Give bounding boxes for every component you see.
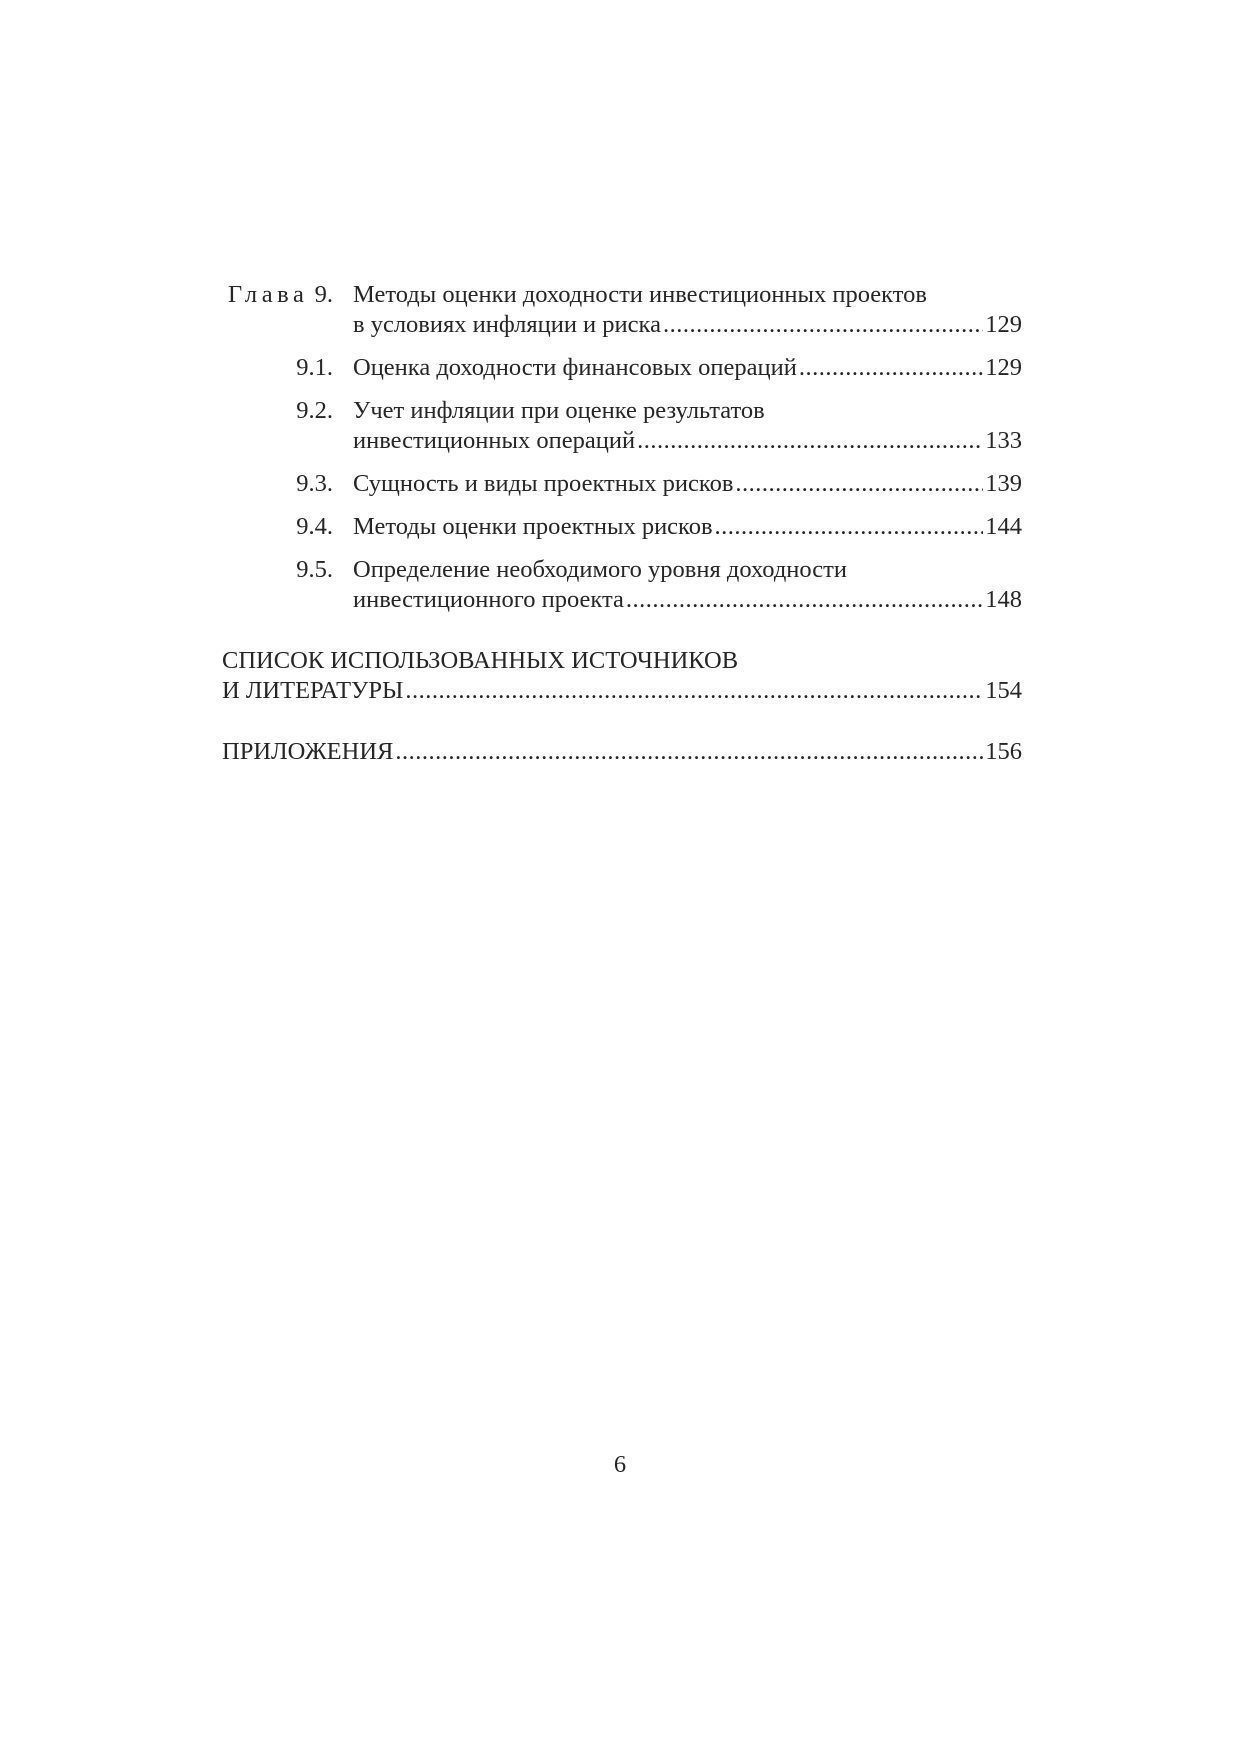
bibliography-title-line-2: И ЛИТЕРАТУРЫ [222, 677, 404, 704]
chapter-page-number: 129 [985, 311, 1022, 338]
chapter-number: Глава 9. [227, 281, 333, 308]
section-title: Оценка доходности финансовых операций [353, 354, 797, 381]
section-title: Методы оценки проектных рисков [353, 513, 713, 540]
section-page-number: 129 [985, 354, 1022, 381]
section-number: 9.3. [296, 470, 333, 497]
section-page-number: 133 [985, 427, 1022, 454]
dot-leader [663, 310, 983, 340]
toc-entry-section-9-2[interactable] [222, 396, 1022, 456]
section-title-line-2: инвестиционных операций [353, 427, 636, 454]
table-of-contents [222, 280, 1022, 767]
appendices-title: ПРИЛОЖЕНИЯ [222, 738, 394, 765]
section-page-number: 144 [985, 513, 1022, 540]
page-number: 6 [613, 1451, 627, 1478]
toc-entry-chapter-9[interactable] [222, 280, 1022, 340]
toc-entry-section-9-1[interactable] [222, 353, 1022, 383]
toc-entry-appendices[interactable] [222, 737, 1022, 767]
section-number: 9.5. [296, 556, 333, 583]
dot-leader [799, 353, 983, 383]
section-title-line-1: Определение необходимого уровня доходности [353, 556, 847, 583]
bibliography-page-number: 154 [985, 677, 1022, 704]
section-number: 9.2. [296, 397, 333, 424]
toc-entry-bibliography[interactable] [222, 646, 1022, 706]
section-page-number: 139 [985, 470, 1022, 497]
dot-leader [626, 585, 983, 615]
bibliography-title-line-1: СПИСОК ИСПОЛЬЗОВАННЫХ ИСТОЧНИКОВ [222, 647, 739, 674]
toc-entry-section-9-3[interactable] [222, 469, 1022, 499]
section-number: 9.4. [296, 513, 333, 540]
section-title: Сущность и виды проектных рисков [353, 470, 734, 497]
appendices-page-number: 156 [985, 738, 1022, 765]
section-page-number: 148 [985, 586, 1022, 613]
dot-leader [395, 737, 983, 767]
section-title-line-2: инвестиционного проекта [353, 586, 624, 613]
section-title-line-1: Учет инфляции при оценке результатов [353, 397, 765, 424]
dot-leader [405, 676, 983, 706]
dot-leader [735, 469, 983, 499]
chapter-title-line-1: Методы оценки доходности инвестиционных проектов [353, 281, 927, 308]
toc-entry-section-9-4[interactable] [222, 512, 1022, 542]
dot-leader [715, 512, 984, 542]
dot-leader [637, 426, 983, 456]
chapter-title-line-2: в условиях инфляции и риска [353, 311, 661, 338]
section-number: 9.1. [296, 354, 333, 381]
toc-entry-section-9-5[interactable] [222, 555, 1022, 615]
